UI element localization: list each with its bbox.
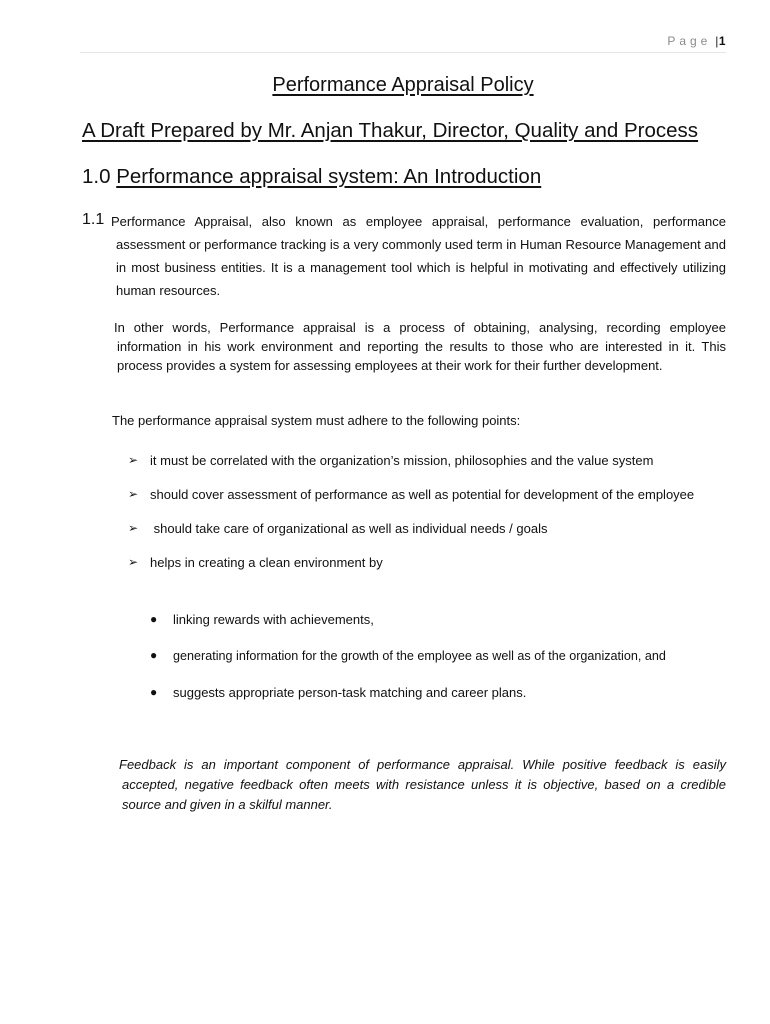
arrow-bullet-icon: ➢: [128, 521, 139, 535]
list-item: [128, 449, 726, 472]
section-heading: [82, 165, 541, 189]
section-number: 1.0: [82, 165, 111, 188]
list-item: [128, 483, 726, 506]
arrow-bullet-icon: ➢: [128, 555, 139, 569]
list-item: [128, 517, 726, 540]
list-item-text: should take care of organizational as well as individual needs / goals: [150, 521, 548, 536]
list-item-text: it must be correlated with the organization’s mission, philosophies and the value system: [150, 453, 654, 468]
list-item: [128, 551, 726, 574]
paragraph-body: assessment or performance tracking is a very commonly used term in Human Resource Management and in most business entities. It is a management tool which is helpful in motivating and effectively utilizing human resources.: [116, 237, 726, 298]
paragraph-first-line: Performance Appraisal, also known as employee appraisal, performance evaluation, performance: [111, 214, 726, 229]
paragraph-body: accepted, negative feedback often meets with resistance unless it is objective, based on a credible source and given in a skilful manner.: [122, 777, 726, 812]
page-header: [667, 34, 726, 48]
arrow-bullet-icon: ➢: [128, 487, 139, 501]
paragraph-body: information in his work environment and reporting the results to those who are interested in it. This process provides a system for assessing employees at their work for their further development.: [117, 339, 726, 373]
paragraph-first-line: Feedback is an important component of performance appraisal. While positive feedback is easily: [119, 757, 726, 772]
list-item: [148, 645, 728, 667]
paragraph-first-line: In other words, Performance appraisal is a process of obtaining, analysing, recording employee: [114, 320, 726, 335]
sub-point-list: [148, 609, 728, 718]
arrow-point-list: [128, 449, 726, 574]
round-bullet-icon: ●: [150, 612, 158, 626]
draft-author-line: A Draft Prepared by Mr. Anjan Thakur, Director, Quality and Process: [82, 119, 699, 142]
page-label: Page: [667, 34, 712, 48]
header-divider: [80, 52, 726, 53]
list-item-text: should cover assessment of performance as well as potential for development of the employee: [150, 487, 695, 502]
list-item: [148, 682, 728, 703]
list-item-text: generating information for the growth of the employee as well as of the organization, and: [173, 649, 666, 663]
feedback-paragraph: [119, 755, 726, 815]
page-number: 1: [718, 34, 726, 48]
document-title: Performance Appraisal Policy: [272, 74, 534, 96]
paragraph-1-1: [82, 210, 726, 302]
paragraph-number: 1.1: [82, 211, 105, 228]
round-bullet-icon: ●: [150, 685, 158, 699]
round-bullet-icon: ●: [150, 648, 158, 662]
list-item: [148, 609, 728, 630]
list-item-text: linking rewards with achievements,: [173, 612, 374, 627]
paragraph-other-words: [114, 318, 726, 375]
list-item-text: suggests appropriate person-task matching and career plans.: [173, 685, 527, 700]
page-separator: |: [715, 34, 719, 48]
arrow-bullet-icon: ➢: [128, 453, 139, 467]
list-item-text: helps in creating a clean environment by: [150, 555, 383, 570]
points-intro: The performance appraisal system must adhere to the following points:: [112, 413, 521, 428]
section-title: Performance appraisal system: An Introduction: [116, 165, 542, 188]
